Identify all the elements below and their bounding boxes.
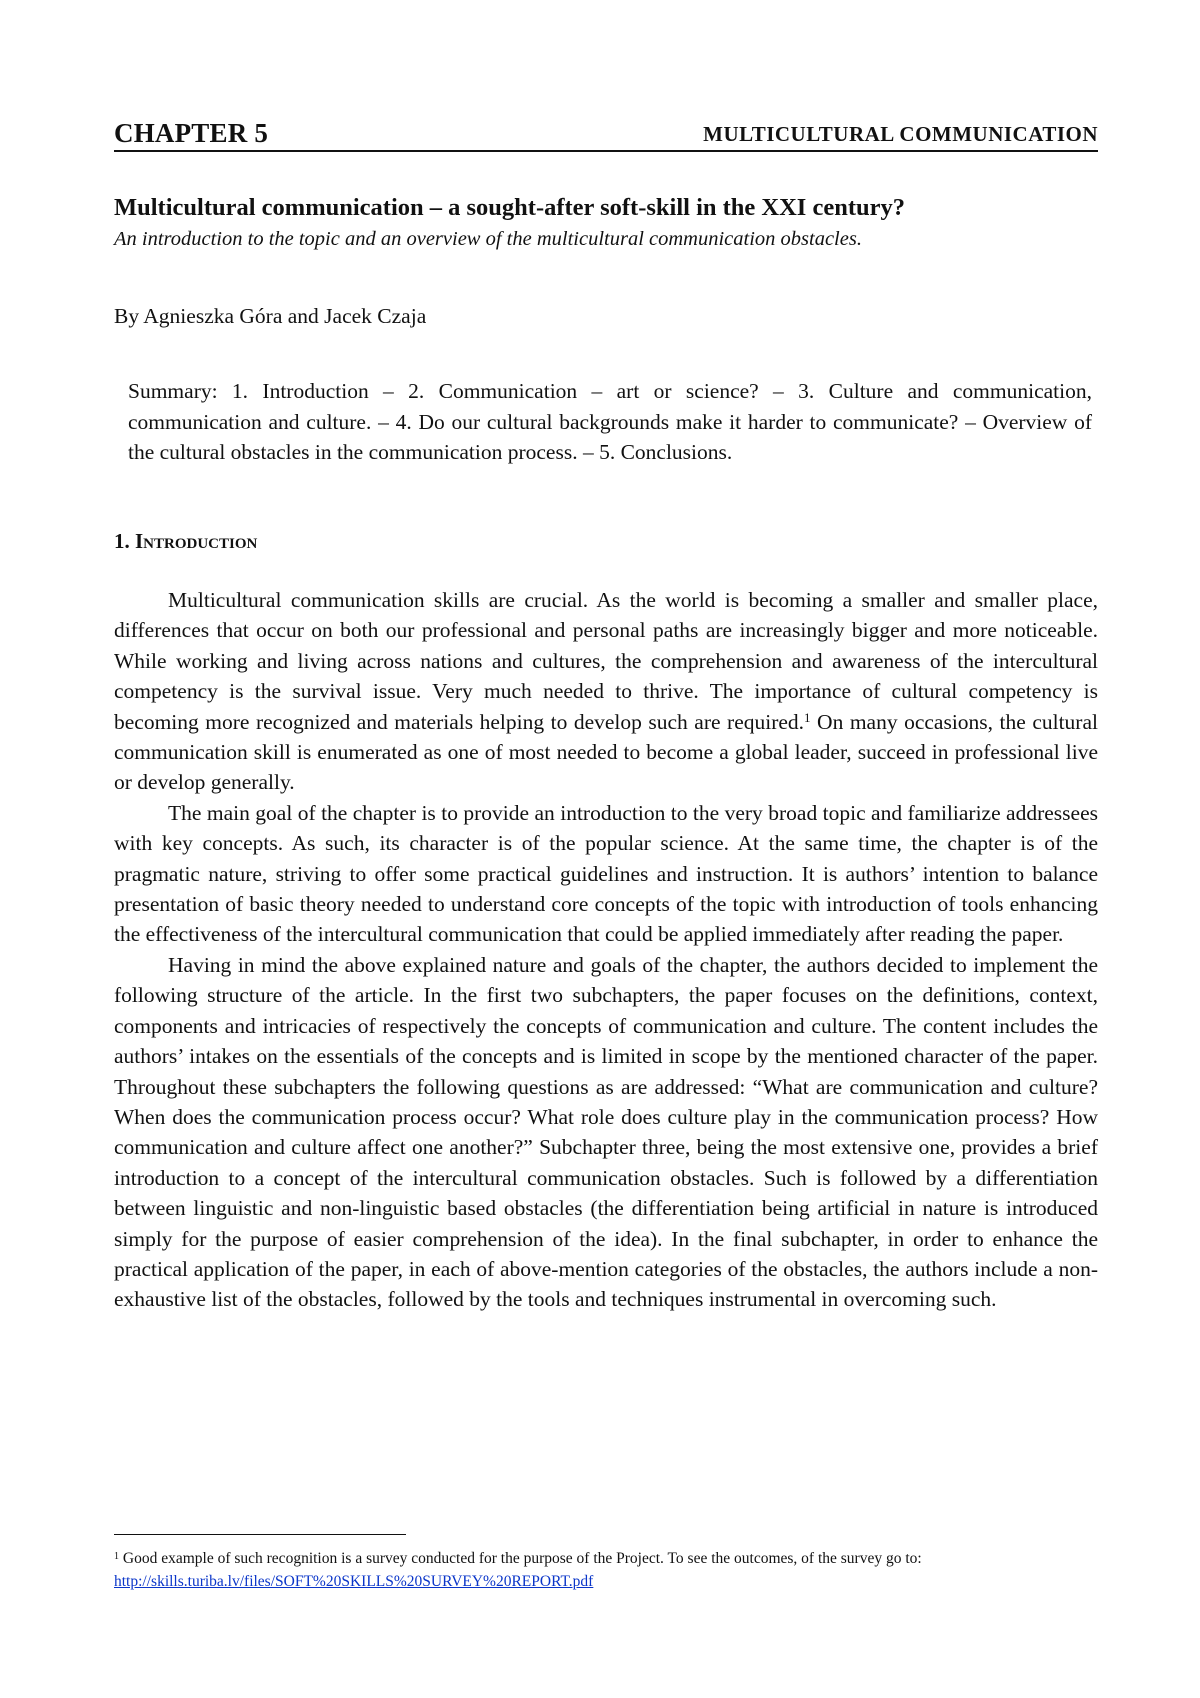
paragraph-text: On many occasions, the cultural communication skill is enumerated as one of most needed to become a global leader, succeed in professional live or develop generally. xyxy=(114,709,1098,795)
paragraph: Having in mind the above explained nature and goals of the chapter, the authors decided to implement the following structure of the article. In the first two subchapters, the paper focuses on the definitions, context, components and intricacies of respectively the concepts of communication and culture. The content includes the authors’ intakes on the essentials of the concepts and is limited in scope by the mentioned character of the paper. Throughout these subchapters the following questions as are addressed: “What are communication and culture? When does the communication process occur? What role does culture play in the communication process? How communication and culture affect one another?” Subchapter three, being the most extensive one, provides a brief introduction to a concept of the intercultural communication obstacles. Such is followed by a differentiation between linguistic and non-linguistic based obstacles (the differentiation being artificial in nature is introduced simply for the purpose of easier comprehension of the idea). In the final subchapter, in order to enhance the practical application of the paper, in each of above-mention categories of the obstacles, the authors include a non-exhaustive list of the obstacles, followed by the tools and techniques instrumental in overcoming such. xyxy=(114,952,1098,1312)
header-rule xyxy=(114,150,1098,152)
body-text xyxy=(114,585,1098,1315)
paragraph-text: Multicultural communication skills are crucial. As the world is becoming a smaller and smaller place, differences that occur on both our professional and personal paths are increasingly bigger and more noticeable. While working and living across nations and cultures, the comprehension and awareness of the intercultural competency is the survival issue. Very much needed to thrive. The importance of cultural competency is becoming more recognized and materials helping to develop such are required. xyxy=(114,588,1098,734)
paragraph xyxy=(114,585,1098,798)
paragraph: The main goal of the chapter is to provide an introduction to the very broad topic and familiarize addressees with key concepts. As such, its character is of the popular science. At the same time, the chapter is of the pragmatic nature, striving to offer some practical guidelines and instruction. It is authors’ intention to balance presentation of basic theory needed to understand core concepts of the topic with introduction of tools enhancing the effectiveness of the intercultural communication that could be applied immediately after reading the paper. xyxy=(114,800,1098,947)
footnote-reference[interactable]: 1 xyxy=(804,709,811,725)
section-number: 1. xyxy=(114,529,130,553)
footnote-link[interactable]: http://skills.turiba.lv/files/SOFT%20SKILLS%20SURVEY%20REPORT.pdf xyxy=(114,1573,594,1590)
footnote-rule xyxy=(114,1534,406,1535)
footnote-marker: 1 xyxy=(114,1551,119,1562)
section-title: Introduction xyxy=(135,529,258,553)
chapter-label: CHAPTER 5 xyxy=(114,118,269,148)
article-title: Multicultural communication – a sought-after soft-skill in the XXI century? xyxy=(114,194,905,221)
running-title: MULTICULTURAL COMMUNICATION xyxy=(703,122,1098,146)
chapter-summary: Summary: 1. Introduction – 2. Communication – art or science? – 3. Culture and communication, communication and culture. – 4. Do our cultural backgrounds make it harder to communicate? – Overview of the cultural obstacles in the communication process. – 5. Conclusions. xyxy=(128,379,1092,464)
author-byline: By Agnieszka Góra and Jacek Czaja xyxy=(114,304,427,328)
article-subtitle: An introduction to the topic and an overview of the multicultural communication obstacles. xyxy=(114,228,862,250)
footnote xyxy=(114,1545,1098,1593)
footnote-text: Good example of such recognition is a survey conducted for the purpose of the Project. To see the outcomes, of the survey go to: xyxy=(119,1550,922,1567)
section-heading xyxy=(114,529,257,554)
running-header xyxy=(114,118,1098,149)
